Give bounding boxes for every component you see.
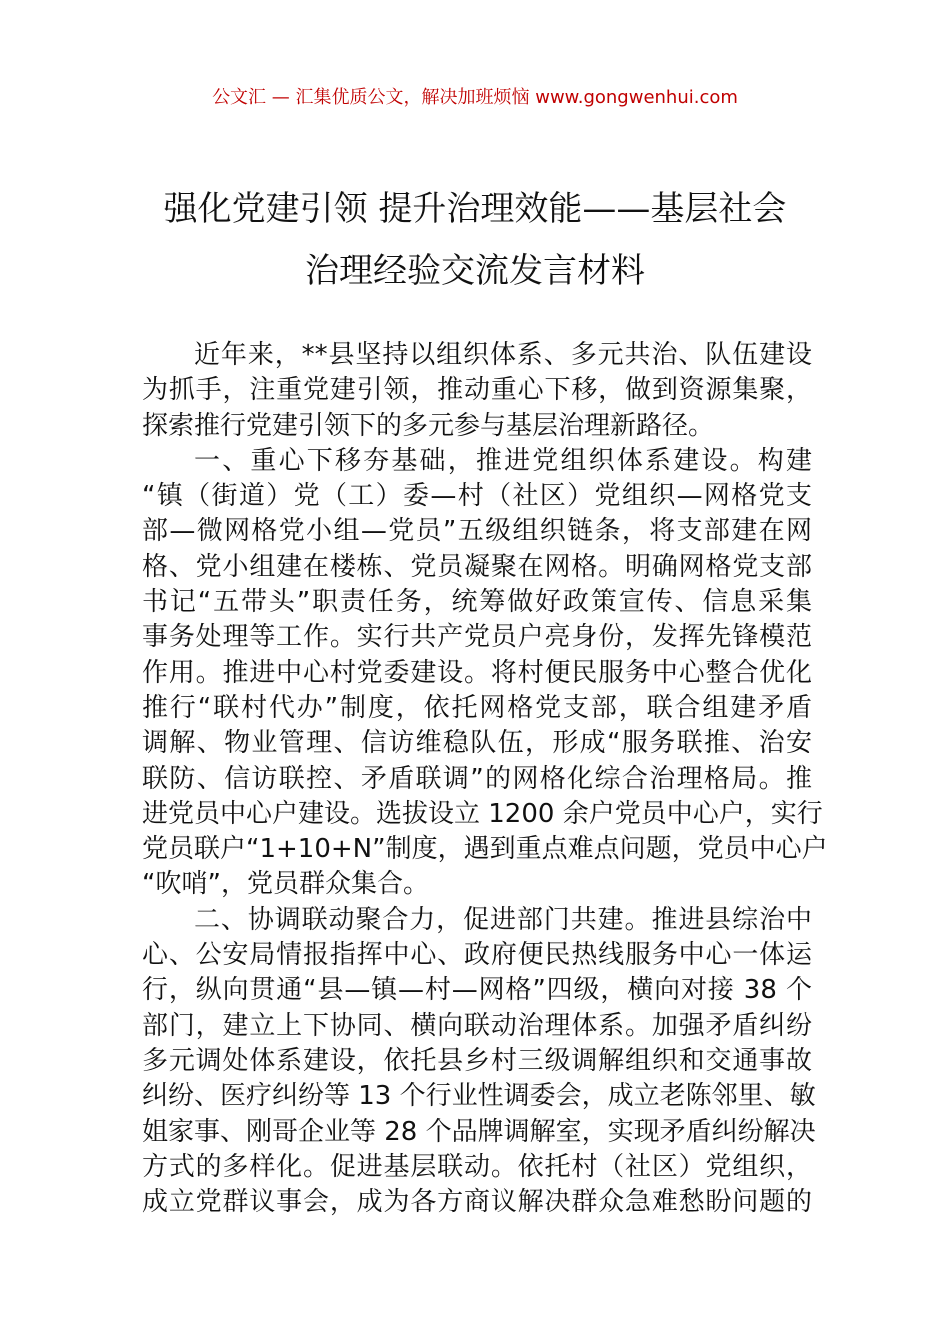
body-line: 调解、物业管理、信访维稳队伍，形成“服务联推、治安 (142, 728, 812, 759)
body-line: 事务处理等工作。实行共产党员户亮身份，发挥先锋模范 (142, 622, 812, 653)
body-line: 近年来，**县坚持以组织体系、多元共治、队伍建设 (194, 340, 812, 370)
body-line: 部门，建立上下协同、横向联动治理体系。加强矛盾纠纷 (142, 1010, 812, 1041)
body-line: 探索推行党建引领下的多元参与基层治理新路径。 (142, 410, 715, 441)
body-line: “吹哨”，党员群众集合。 (142, 869, 429, 900)
body-line: 党员联户“1+10+N”制度，遇到重点难点问题，党员中心户 (142, 834, 828, 865)
body-line: “镇（街道）党（工）委—村（社区）党组织—网格党支 (142, 481, 812, 512)
body-line: 联防、信访联控、矛盾联调”的网格化综合治理格局。推 (142, 763, 812, 794)
title-line-2: 治理经验交流发言材料 (305, 251, 645, 291)
body-line: 部—微网格党小组—党员”五级组织链条，将支部建在网 (142, 516, 812, 547)
body-line: 二、协调联动聚合力，促进部门共建。推进县综治中 (194, 904, 812, 935)
body-line: 推行“联村代办”制度，依托网格党支部，联合组建矛盾 (142, 692, 812, 723)
body-line: 一、重心下移夯基础，推进党组织体系建设。构建 (194, 445, 812, 476)
body-line: 纠纷、医疗纠纷等 13 个行业性调委会，成立老陈邻里、敏 (142, 1081, 816, 1112)
title-line-1: 强化党建引领 提升治理效能——基层社会 (163, 189, 787, 229)
watermark-header: 公文汇 — 汇集优质公文，解决加班烦恼 www.gongwenhui.com (212, 87, 738, 108)
body-line: 多元调处体系建设，依托县乡村三级调解组织和交通事故 (142, 1045, 812, 1076)
document-body (142, 338, 828, 1220)
body-line: 成立党群议事会，成为各方商议解决群众急难愁盼问题的 (142, 1187, 812, 1218)
body-line: 格、党小组建在楼栋、党员凝聚在网格。明确网格党支部 (142, 551, 812, 582)
body-line: 行，纵向贯通“县—镇—村—网格”四级，横向对接 38 个 (142, 975, 812, 1006)
body-line: 方式的多样化。促进基层联动。依托村（社区）党组织， (142, 1151, 812, 1182)
document-title (130, 178, 820, 302)
body-line: 书记“五带头”职责任务，统筹做好政策宣传、信息采集 (142, 587, 812, 618)
body-line: 姐家事、刚哥企业等 28 个品牌调解室，实现矛盾纠纷解决 (142, 1116, 816, 1147)
body-line: 为抓手，注重党建引领，推动重心下移，做到资源集聚， (142, 375, 812, 406)
body-line: 心、公安局情报指挥中心、政府便民热线服务中心一体运 (142, 940, 812, 971)
body-line: 作用。推进中心村党委建设。将村便民服务中心整合优化 (142, 657, 812, 688)
body-line: 进党员中心户建设。选拔设立 1200 余户党员中心户，实行 (142, 798, 823, 829)
